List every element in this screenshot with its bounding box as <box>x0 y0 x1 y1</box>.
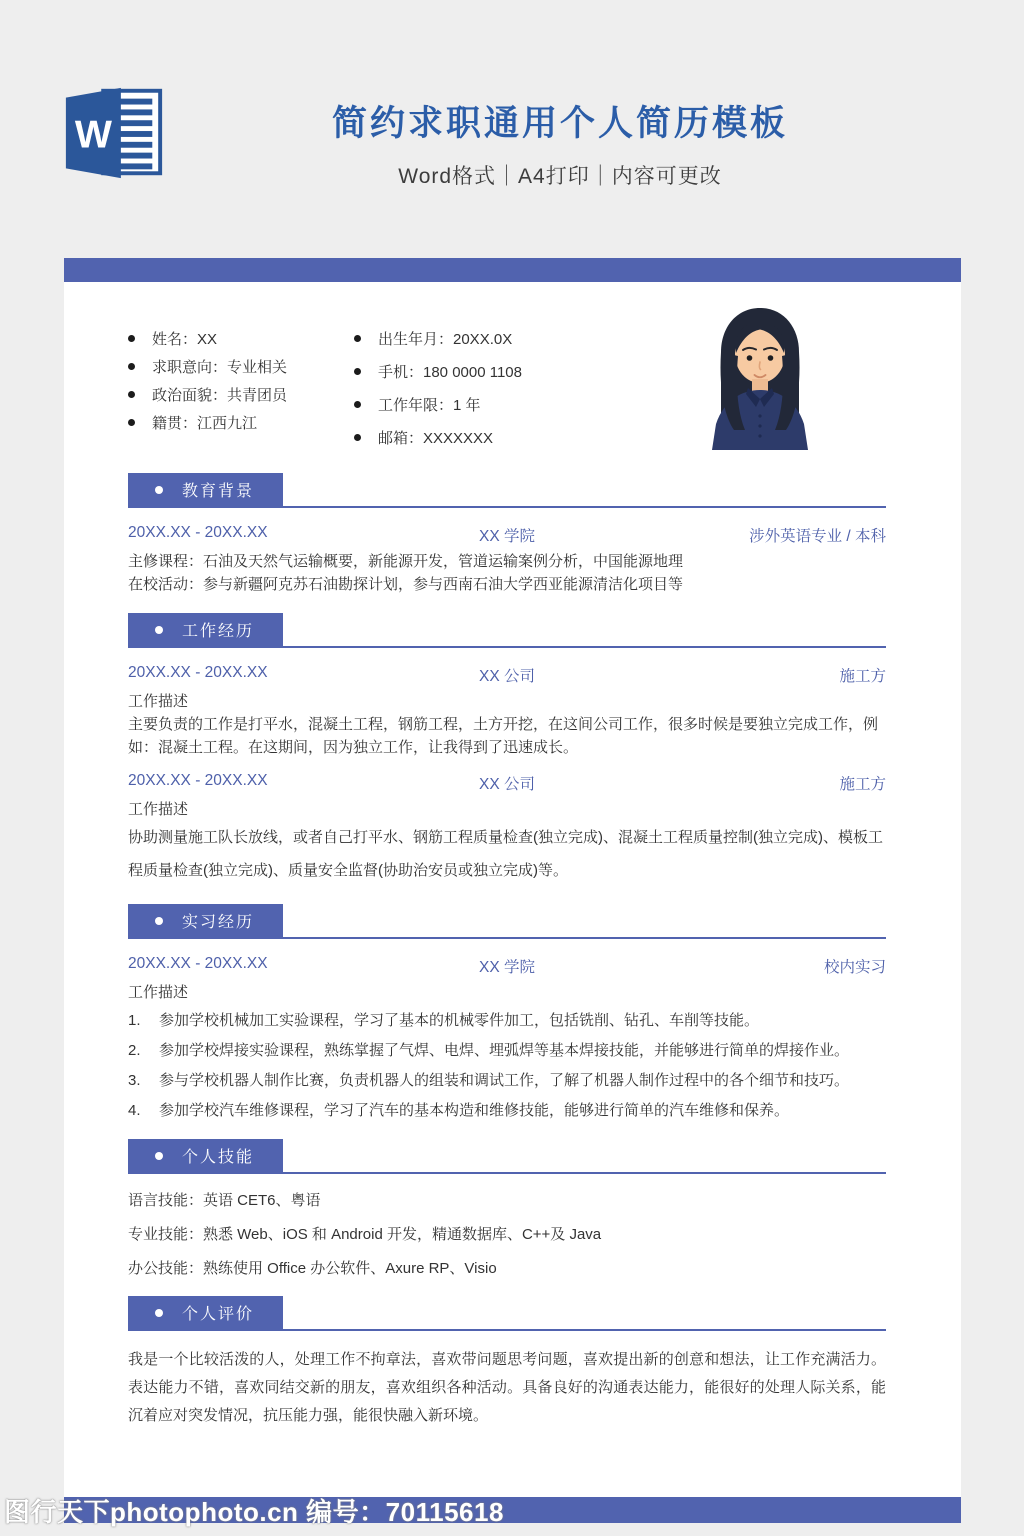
work-entry <box>128 664 886 759</box>
date-range: 20XX.XX - 20XX.XX <box>128 664 268 681</box>
role-name: 施工方 <box>839 668 886 685</box>
section-title: 个人评价 <box>182 1306 255 1323</box>
badge-dot-icon <box>155 626 163 634</box>
education-line: 在校活动：参与新疆阿克苏石油勘探计划，参与西南石油大学西亚能源清洁化项目等 <box>128 576 684 593</box>
section-skills <box>128 1139 886 1279</box>
banner-text <box>96 96 1024 190</box>
page-top-bar <box>64 258 961 282</box>
school-name: XX 学院 <box>479 959 535 976</box>
section-badge <box>128 1139 283 1172</box>
item-text: 参与学校机器人制作比赛，负责机器人的组装和调试工作，了解了机器人制作过程中的各个细节和技巧。 <box>159 1072 850 1089</box>
item-number: 2. <box>128 1042 141 1059</box>
bullet-icon <box>128 419 135 426</box>
bullet-icon <box>128 335 135 342</box>
profile-field: 邮箱：XXXXXXX <box>378 430 494 447</box>
work-description: 协助测量施工队长放线，或者自己打平水、钢筋工程质量检查(独立完成)、混凝土工程质量控制(独立完成)、模板工程质量检查(独立完成)、质量安全监督(协助治安员或独立完成)等。 <box>128 829 883 879</box>
section-header <box>128 904 886 939</box>
profile-list-right <box>354 328 522 456</box>
role-name: 施工方 <box>839 776 886 793</box>
section-badge <box>128 904 283 937</box>
work-meta-row <box>128 772 886 794</box>
list-item <box>128 1070 886 1092</box>
list-item <box>354 427 522 448</box>
skill-line: 语言技能：英语 CET6、粤语 <box>128 1192 321 1209</box>
date-range: 20XX.XX - 20XX.XX <box>128 955 268 972</box>
skill-line: 办公技能：熟练使用 Office 办公软件、Axure RP、Visio <box>128 1260 497 1277</box>
date-range: 20XX.XX - 20XX.XX <box>128 524 268 541</box>
role-name: 校内实习 <box>823 959 886 976</box>
item-number: 3. <box>128 1072 141 1089</box>
item-text: 参加学校汽车维修课程，学习了汽车的基本构造和维修技能，能够进行简单的汽车维修和保养。 <box>159 1102 790 1119</box>
section-header <box>128 473 886 508</box>
banner-header <box>0 0 1024 258</box>
badge-dot-icon <box>155 1309 163 1317</box>
section-title: 个人技能 <box>182 1149 255 1166</box>
profile-field: 出生年月：20XX.0X <box>378 331 513 348</box>
bullet-icon <box>354 401 361 408</box>
desc-label: 工作描述 <box>128 984 189 1001</box>
date-range: 20XX.XX - 20XX.XX <box>128 772 268 789</box>
badge-dot-icon <box>155 917 163 925</box>
skills-block <box>128 1190 886 1279</box>
item-text: 参加学校焊接实验课程，熟练掌握了气焊、电焊、埋弧焊等基本焊接技能，并能够进行简单的焊接作业。 <box>159 1042 850 1059</box>
list-item <box>354 328 522 349</box>
list-item <box>128 412 354 433</box>
badge-dot-icon <box>155 486 163 494</box>
page-content <box>64 282 961 1430</box>
list-item <box>128 356 354 377</box>
item-number: 1. <box>128 1012 141 1029</box>
section-header <box>128 613 886 648</box>
company-name: XX 公司 <box>479 668 535 685</box>
company-name: XX 公司 <box>479 776 535 793</box>
page-subtitle: Word格式｜A4打印｜内容可更改 <box>398 165 722 188</box>
profile-block <box>128 328 886 456</box>
list-item <box>128 1010 886 1032</box>
bullet-icon <box>128 363 135 370</box>
bullet-icon <box>128 391 135 398</box>
svg-text:W: W <box>74 112 112 157</box>
section-header <box>128 1296 886 1331</box>
section-internship <box>128 904 886 1122</box>
skill-line: 专业技能：熟悉 Web、iOS 和 Android 开发，精通数据库、C++及 Java <box>128 1226 602 1243</box>
avatar <box>700 302 820 450</box>
profile-list-left <box>128 328 354 456</box>
page-title: 简约求职通用个人简历模板 <box>331 104 788 143</box>
list-item <box>128 384 354 405</box>
education-meta-row <box>128 524 886 546</box>
item-number: 4. <box>128 1102 141 1119</box>
list-item <box>354 394 522 415</box>
section-badge <box>128 473 283 506</box>
profile-field: 姓名：XX <box>152 331 218 348</box>
resume-page <box>64 258 961 1523</box>
profile-field: 工作年限：1 年 <box>378 397 481 414</box>
section-education <box>128 473 886 596</box>
list-item <box>128 1040 886 1062</box>
section-header <box>128 1139 886 1174</box>
section-title: 教育背景 <box>182 483 255 500</box>
profile-field: 手机：180 0000 1108 <box>378 364 522 381</box>
school-name: XX 学院 <box>479 528 535 545</box>
internship-list <box>128 1010 886 1122</box>
work-entry <box>128 772 886 887</box>
work-meta-row <box>128 664 886 686</box>
profile-field: 籍贯：江西九江 <box>152 415 258 432</box>
item-text: 参加学校机械加工实验课程，学习了基本的机械零件加工，包括铣削、钻孔、车削等技能。 <box>159 1012 760 1029</box>
section-title: 实习经历 <box>182 914 255 931</box>
desc-label: 工作描述 <box>128 693 189 710</box>
section-badge <box>128 613 283 646</box>
major-degree: 涉外英语专业 / 本科 <box>749 528 886 545</box>
bullet-icon <box>354 434 361 441</box>
bullet-icon <box>354 335 361 342</box>
internship-meta-row <box>128 955 886 977</box>
section-title: 工作经历 <box>182 623 255 640</box>
watermark-text: 图行天下photophoto.cn 编号：70115618 <box>4 1497 504 1527</box>
bullet-icon <box>354 368 361 375</box>
section-badge <box>128 1296 283 1329</box>
work-description: 主要负责的工作是打平水，混凝土工程，钢筋工程，土方开挖，在这间公司工作，很多时候是要独立完成工作，例如：混凝土工程。在这期间，因为独立工作，让我得到了迅速成长。 <box>128 716 879 756</box>
profile-field: 求职意向：专业相关 <box>152 359 288 376</box>
list-item <box>128 328 354 349</box>
section-evaluation <box>128 1296 886 1430</box>
list-item <box>354 361 522 382</box>
section-work <box>128 613 886 887</box>
profile-field: 政治面貌：共青团员 <box>152 387 288 404</box>
evaluation-text: 我是一个比较活泼的人，处理工作不拘章法，喜欢带问题思考问题，喜欢提出新的创意和想法，让工作充满活力。表达能力不错，喜欢同结交新的朋友，喜欢组织各种活动。具备良好的沟通表达能力，能很好的处理人际关系，能沉着应对突发情况，抗压能力强，能很快融入新环境。 <box>128 1351 886 1424</box>
education-line: 主修课程：石油及天然气运输概要，新能源开发，管道运输案例分析，中国能源地理 <box>128 553 684 570</box>
desc-label: 工作描述 <box>128 801 189 818</box>
list-item <box>128 1100 886 1122</box>
badge-dot-icon <box>155 1152 163 1160</box>
